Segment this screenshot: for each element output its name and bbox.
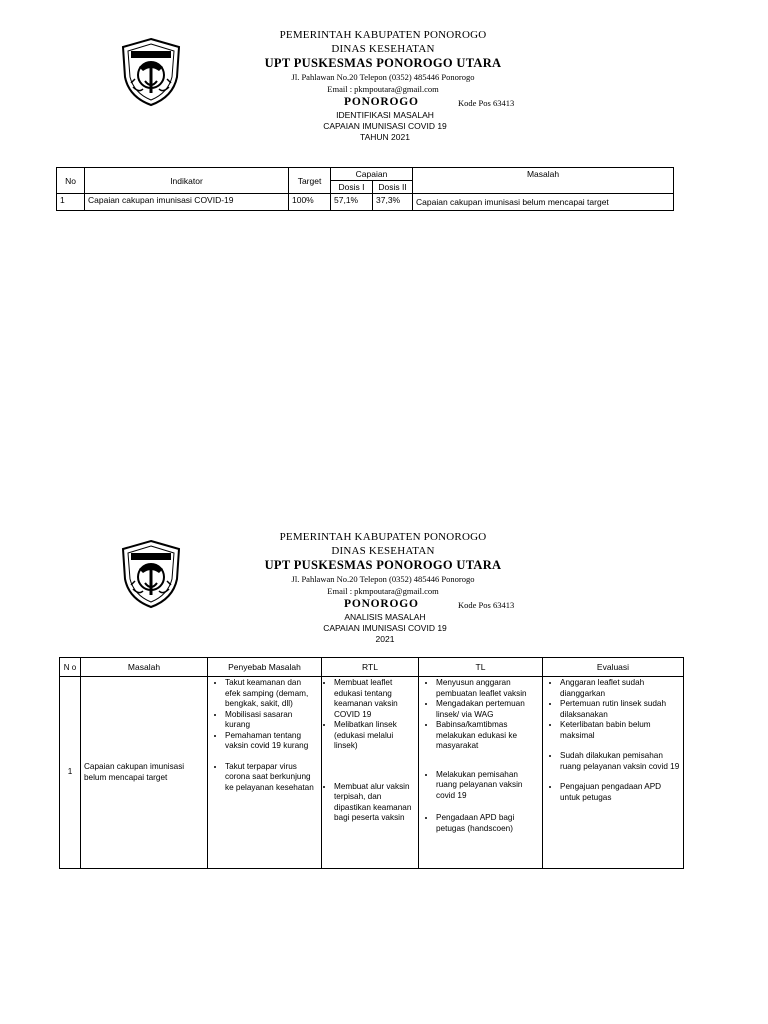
doc-title-analisis: ANALISIS MASALAH bbox=[344, 612, 426, 622]
cell-masalah: Capaian cakupan imunisasi belum mencapai target bbox=[413, 194, 674, 211]
cell-target: 100% bbox=[289, 194, 331, 211]
list-item: • Babinsa/kamtibmas melakukan edukasi ke masyarakat bbox=[436, 720, 539, 752]
list-item: • Melibatkan linsek (edukasi melalui linsek) bbox=[334, 720, 415, 752]
kop-kode-pos: Kode Pos 63413 bbox=[458, 600, 515, 610]
doc-title-tahun: TAHUN 2021 bbox=[360, 132, 410, 142]
col-header-no: No bbox=[57, 168, 85, 194]
analisis-table bbox=[59, 657, 684, 869]
rtl-list bbox=[322, 678, 415, 824]
tl-list bbox=[422, 678, 539, 834]
list-item: • Membuat leaflet edukasi tentang keamanan vaksin COVID 19 bbox=[334, 678, 415, 720]
city-row bbox=[0, 598, 768, 612]
kop-city: PONOROGO bbox=[344, 96, 419, 108]
doc-title-identifikasi: IDENTIFIKASI MASALAH bbox=[336, 110, 434, 120]
list-item: • Mobilisasi sasaran kurang bbox=[225, 710, 318, 731]
penyebab-list bbox=[211, 678, 318, 793]
list-item: • Sudah dilakukan pemisahan ruang pelayanan vaksin covid 19 bbox=[560, 751, 680, 772]
list-item: • Mengadakan pertemuan linsek/ via WAG bbox=[436, 699, 539, 720]
cell-rtl bbox=[322, 677, 419, 869]
table-row bbox=[60, 677, 684, 869]
evaluasi-list bbox=[546, 678, 680, 803]
kop-kode-pos: Kode Pos 63413 bbox=[458, 98, 515, 108]
cell-masalah: Capaian cakupan imunisasi belum mencapai target bbox=[81, 677, 208, 869]
col-header-penyebab: Penyebab Masalah bbox=[208, 658, 322, 677]
col-header-dosis-1: Dosis I bbox=[331, 181, 373, 194]
doc-title-capaian: CAPAIAN IMUNISASI COVID 19 bbox=[323, 121, 447, 131]
cell-penyebab bbox=[208, 677, 322, 869]
kop-email: Email : pkmpoutara@gmail.com bbox=[327, 586, 439, 596]
identifikasi-table bbox=[56, 167, 674, 211]
cell-no: 1 bbox=[57, 194, 85, 211]
list-item: • Anggaran leaflet sudah dianggarkan bbox=[560, 678, 680, 699]
table-row bbox=[57, 194, 674, 211]
col-header-target: Target bbox=[289, 168, 331, 194]
list-item: • Takut terpapar virus corona saat berkunjung ke pelayanan kesehatan bbox=[225, 762, 318, 794]
cell-tl bbox=[419, 677, 543, 869]
col-header-dosis-2: Dosis II bbox=[373, 181, 413, 194]
list-item: • Pengajuan pengadaan APD untuk petugas bbox=[560, 782, 680, 803]
list-item: • Pemahaman tentang vaksin covid 19 kurang bbox=[225, 731, 318, 752]
cell-dosis-2: 37,3% bbox=[373, 194, 413, 211]
list-item: • Keterlibatan babin belum maksimal bbox=[560, 720, 680, 741]
col-header-masalah: Masalah bbox=[81, 658, 208, 677]
list-item: • Melakukan pemisahan ruang pelayanan vaksin covid 19 bbox=[436, 770, 539, 802]
kop-line-dinas: DINAS KESEHATAN bbox=[331, 43, 435, 55]
kop-line-upt: UPT PUSKESMAS PONOROGO UTARA bbox=[264, 558, 502, 572]
col-header-no: N o bbox=[60, 658, 81, 677]
list-item: • Membuat alur vaksin terpisah, dan dipastikan keamanan bagi peserta vaksin bbox=[334, 782, 415, 824]
letterhead bbox=[230, 530, 536, 597]
list-item: • Pertemuan rutin linsek sudah dilaksanakan bbox=[560, 699, 680, 720]
col-header-capaian: Capaian bbox=[331, 168, 413, 181]
cell-evaluasi bbox=[543, 677, 684, 869]
doc-title-block bbox=[290, 612, 480, 645]
kop-line-upt: UPT PUSKESMAS PONOROGO UTARA bbox=[264, 56, 502, 70]
kop-email: Email : pkmpoutara@gmail.com bbox=[327, 84, 439, 94]
kop-address: Jl. Pahlawan No.20 Telepon (0352) 485446 Ponorogo bbox=[291, 72, 475, 82]
list-item: • Menyusun anggaran pembuatan leaflet vaksin bbox=[436, 678, 539, 699]
col-header-masalah: Masalah bbox=[413, 168, 674, 194]
cell-no: 1 bbox=[60, 677, 81, 869]
col-header-tl: TL bbox=[419, 658, 543, 677]
city-row bbox=[0, 96, 768, 110]
kop-address: Jl. Pahlawan No.20 Telepon (0352) 485446 Ponorogo bbox=[291, 574, 475, 584]
col-header-indikator: Indikator bbox=[85, 168, 289, 194]
kop-line-pemerintah: PEMERINTAH KABUPATEN PONOROGO bbox=[279, 531, 487, 543]
list-item: • Takut keamanan dan efek samping (demam, bengkak, sakit, dll) bbox=[225, 678, 318, 710]
col-header-rtl: RTL bbox=[322, 658, 419, 677]
col-header-evaluasi: Evaluasi bbox=[543, 658, 684, 677]
cell-indikator: Capaian cakupan imunisasi COVID-19 bbox=[85, 194, 289, 211]
doc-title-capaian: CAPAIAN IMUNISASI COVID 19 bbox=[323, 623, 447, 633]
doc-title-block bbox=[290, 110, 480, 143]
letterhead bbox=[230, 28, 536, 95]
doc-title-tahun: 2021 bbox=[375, 634, 395, 644]
kop-line-dinas: DINAS KESEHATAN bbox=[331, 545, 435, 557]
kop-line-pemerintah: PEMERINTAH KABUPATEN PONOROGO bbox=[279, 29, 487, 41]
kop-city: PONOROGO bbox=[344, 598, 419, 610]
cell-dosis-1: 57,1% bbox=[331, 194, 373, 211]
list-item: • Pengadaan APD bagi petugas (handscoen) bbox=[436, 813, 539, 834]
